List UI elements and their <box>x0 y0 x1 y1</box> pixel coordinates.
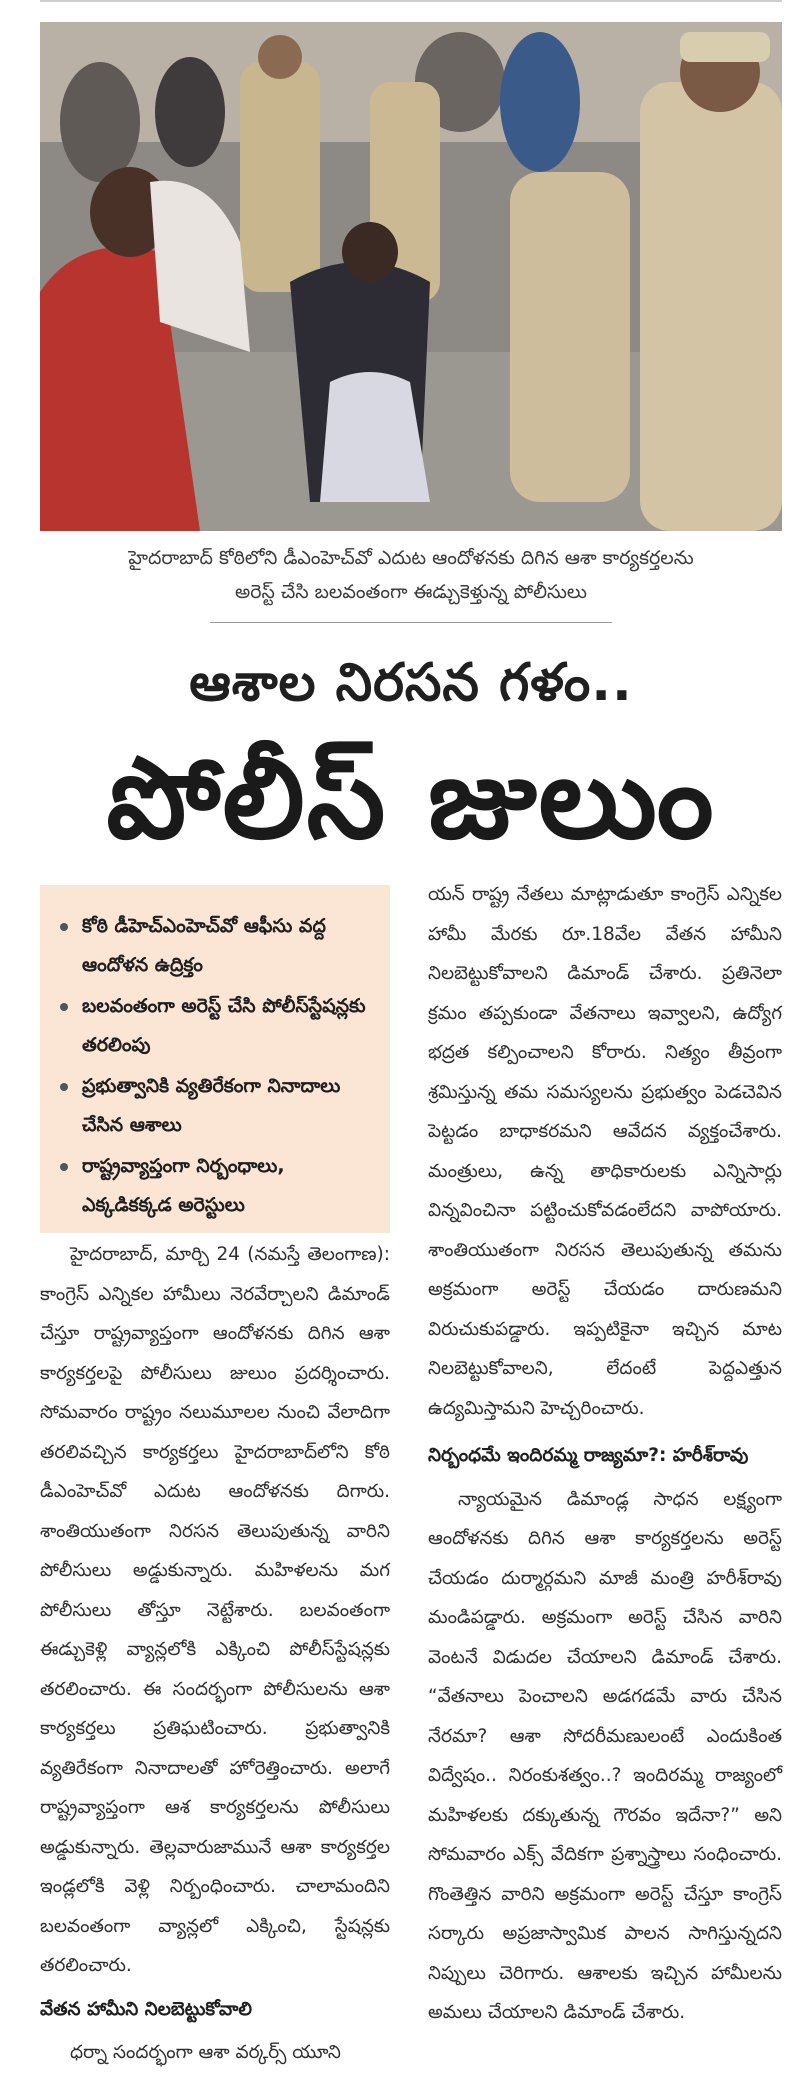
caption-line-1: హైదరాబాద్ కోఠిలోని డీఎంహెచ్‌వో ఎదుట ఆందోళనకు దిగిన ఆశా కార్యకర్తలను <box>128 547 694 569</box>
highlights-list <box>58 907 378 1225</box>
article-paragraph: న్యాయమైన డిమాండ్ల సాధన లక్ష్యంగా ఆందోళనకు దిగిన ఆశా కార్యకర్తలను అరెస్ట్ చేయడం దుర్మార్గమని మాజీ మంత్రి హరీశ్‌రావు మండిపడ్డారు. అక్రమంగా అరెస్ట్ చేసిన వారిని వెంటనే విడుదల చేయాలని డిమాండ్ చేశారు. “వేతనాలు పెంచాలని అడగడమే వారు చేసిన నేరమా? ఆశా సోదరీమణులంటే ఎందుకింత విద్వేషం.. నిరంకుశత్వం..? ఇందిరమ్మ రాజ్యంలో మహిళలకు దక్కుతున్న గౌరవం ఇదేనా?” అని సోమవారం ఎక్స్ వేదికగా ప్రశ్నాస్త్రాలు సంధించారు. గొంతెత్తిన వారిని అక్రమంగా అరెస్ట్ చేస్తూ కాంగ్రెస్ సర్కారు అప్రజాస్వామిక పాలన సాగిస్తున్నదని నిప్పులు చెరిగారు. ఆశాలకు ఇచ్చిన హామీలను అమలు చేయాలని డిమాండ్ చేశారు. <box>428 1488 782 2023</box>
headline-main: పోలీస్ జులుం <box>106 734 716 864</box>
news-photo <box>40 22 782 531</box>
highlight-item: రాష్ట్రవ్యాప్తంగా నిర్బంధాలు, ఎక్కడికక్కడ అరెస్టులు <box>58 1147 378 1225</box>
article-paragraph: యన్ రాష్ట్ర నేతలు మాట్లాడుతూ కాంగ్రెస్ ఎన్నికల హామీ మేరకు రూ.18వేల వేతన హామీని నిలబెట్టుకోవాలని డిమాండ్ చేశారు. ప్రతినెలా క్రమం తప్పకుండా వేతనాలు ఇవ్వాలని, ఉద్యోగ భద్రత కల్పించాలని కోరారు. నిత్యం తీవ్రంగా శ్రమిస్తున్న తమ సమస్యలను ప్రభుత్వం పెడచెవిన పెట్టడం బాధాకరమని ఆవేదన వ్యక్తంచేశారు. మంత్రులు, ఉన్న తాధికారులకు ఎన్నిసార్లు విన్నవించినా పట్టించుకోవడంలేదని వాపోయారు. శాంతియుతంగా నిరసన తెలుపుతున్న తమను అక్రమంగా అరెస్ట్ చేయడం దారుణమని విరుచుకుపడ్డారు. ఇప్పటికైనా ఇచ్చిన మాట నిలబెట్టుకోవాలని, లేదంటే పెద్దఎత్తున ఉద్యమిస్తామని హెచ్చరించారు. <box>428 884 782 1419</box>
article-paragraph: హైదరాబాద్, మార్చి 24 (నమస్తే తెలంగాణ): కాంగ్రెస్ ఎన్నికల హామీలు నెరవేర్చాలని డిమాండ్ చేస్తూ రాష్ట్రవ్యాప్తంగా ఆందోళనకు దిగిన ఆశా కార్యకర్తలపై పోలీసులు జులుం ప్రదర్శించారు. సోమవారం రాష్ట్రం నలుమూలల నుంచి వేలాదిగా తరలివచ్చిన కార్యకర్తలు హైదరాబాద్‌లోని కోఠి డీఎంహెచ్‌వో ఎదుట ఆందోళనకు దిగారు. శాంతియుతంగా నిరసన తెలుపుతున్న వారిని పోలీసులు అడ్డుకున్నారు. మహిళలను మగ పోలీసులు తోస్తూ నెట్టేశారు. బలవంతంగా ఈడ్చుకెళ్లి వ్యాన్లలోకి ఎక్కించి పోలీస్‌స్టేషన్లకు తరలించారు. ఈ సందర్భంగా పోలీసులను ఆశా కార్యకర్తలు ప్రతిఘటించారు. ప్రభుత్వానికి వ్యతిరేకంగా నినాదాలతో హోరెత్తించారు. అలాగే రాష్ట్రవ్యాప్తంగా ఆశ కార్యకర్తలను పోలీసులు అడ్డుకున్నారు. తెల్లవారుజామునే ఆశా కార్యకర్తల ఇండ్లలోకి వెళ్లి నిర్బంధించారు. చాలామందిని బలవంతంగా వ్యాన్లలో ఎక్కించి, స్టేషన్లకు తరలించారు. <box>40 1244 390 1976</box>
article-subhead: నిర్బంధమే ఇందిరమ్మ రాజ్యమా?: హరీశ్‌రావు <box>428 1445 749 1466</box>
highlight-item: ప్రభుత్వానికి వ్యతిరేకంగా నినాదాలు చేసిన ఆశాలు <box>58 1067 378 1145</box>
article-paragraph: ధర్నా సందర్భంగా ఆశా వర్కర్స్ యూని <box>70 2042 341 2063</box>
headline-kicker: ఆశాల నిరసన గళం.. <box>189 653 633 713</box>
top-rule <box>40 0 782 2</box>
highlight-item: కోఠి డీహెచ్ఎంహెచ్‌వో ఆఫీసు వద్ద ఆందోళన ఉద్రిక్తం <box>58 907 378 985</box>
protest-photo-icon <box>40 22 782 531</box>
article-column-right <box>428 875 782 2033</box>
caption-divider <box>210 622 612 623</box>
photo-caption <box>40 541 782 609</box>
article-subhead: వేతన హామీని నిలబెట్టుకోవాలి <box>40 1998 252 2020</box>
highlights-box <box>40 885 390 1233</box>
article-column-left <box>40 1235 390 2073</box>
highlight-item: బలవంతంగా అరెస్ట్ చేసి పోలీస్‌స్టేషన్లకు తరలింపు <box>58 987 378 1065</box>
caption-line-2: అరెస్ట్ చేసి బలవంతంగా ఈడ్చుకెళ్తున్న పోలీసులు <box>235 581 587 603</box>
